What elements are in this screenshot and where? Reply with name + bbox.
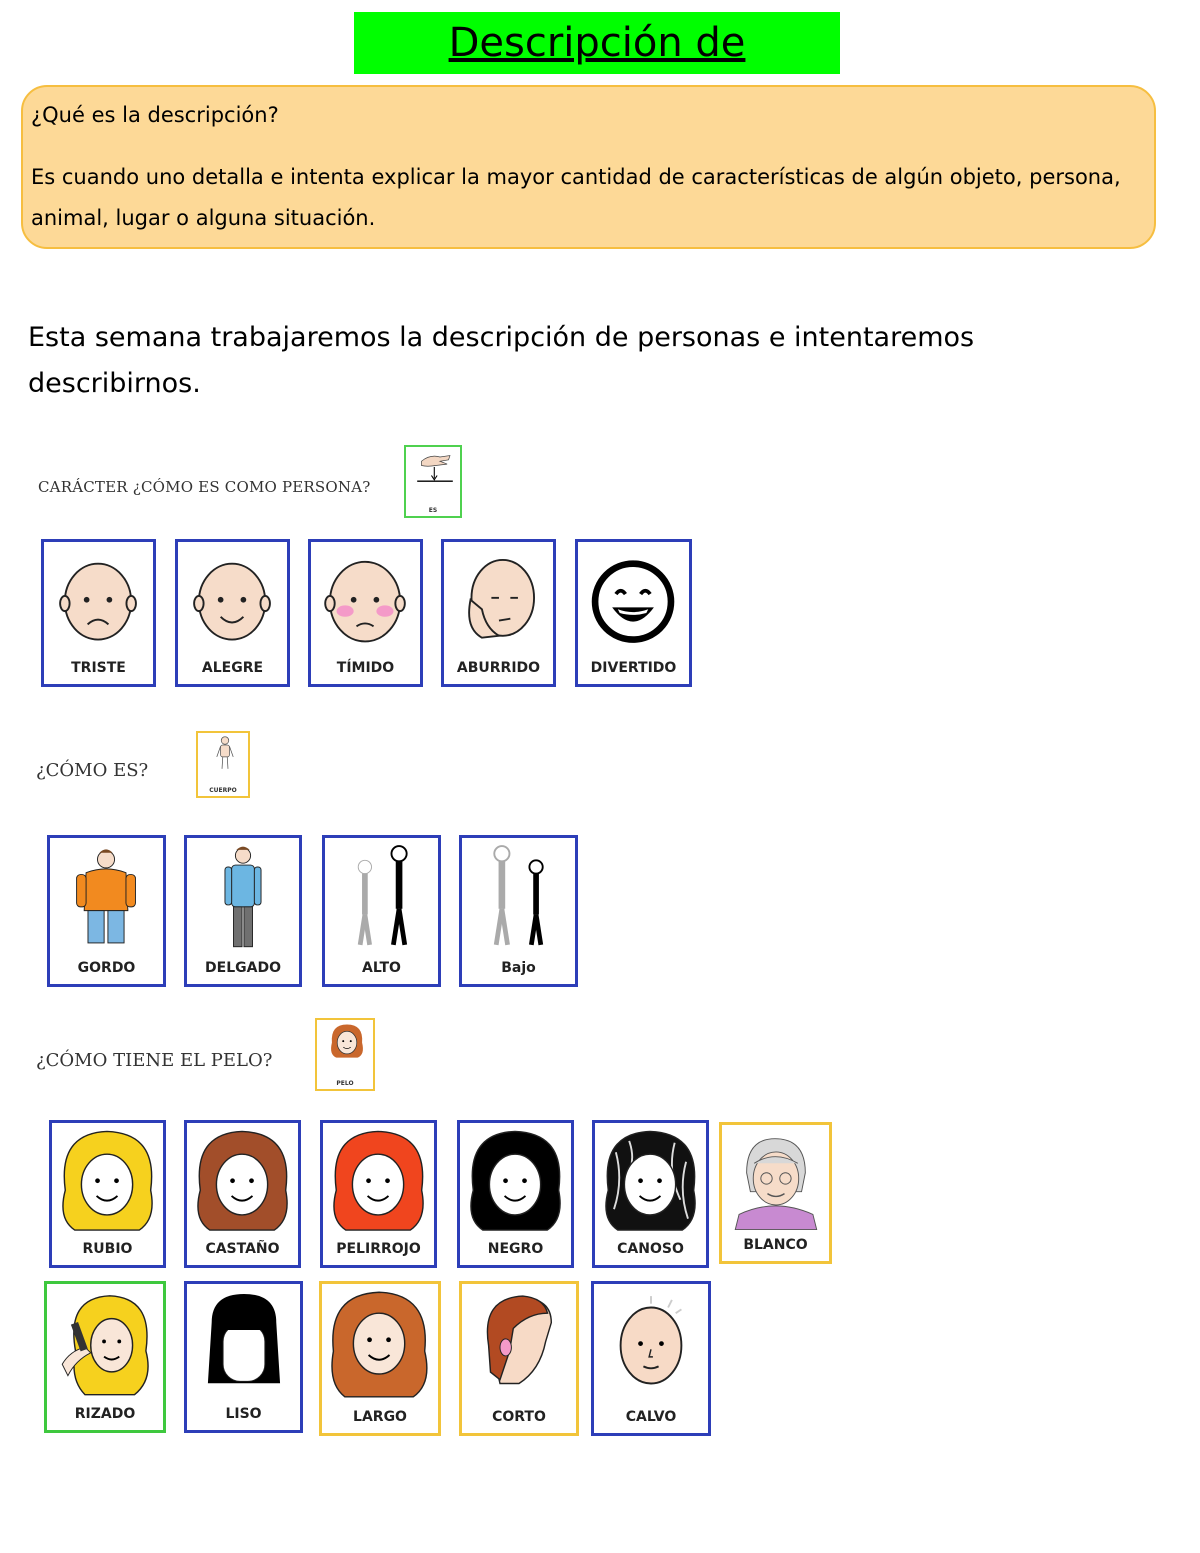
definition-question: ¿Qué es la descripción? <box>31 103 279 127</box>
pelo-heading: ¿CÓMO TIENE EL PELO? <box>36 1050 273 1071</box>
intro-text: Esta semana trabajaremos la descripción de personas e intentaremos describirnos. <box>28 322 975 399</box>
page-title: Descripción de <box>354 12 840 74</box>
card-label: ABURRIDO <box>456 660 541 676</box>
white-hair-icon <box>722 1125 829 1234</box>
long-hair-icon <box>322 1284 438 1403</box>
black-hair-icon <box>460 1123 571 1237</box>
card-canoso <box>592 1120 709 1268</box>
body-symbol-icon <box>196 731 250 798</box>
card-label: LARGO <box>353 1409 407 1425</box>
card-label: CANOSO <box>617 1241 684 1257</box>
red-hair-icon <box>323 1123 434 1237</box>
card-negro <box>457 1120 574 1268</box>
card-label: RUBIO <box>82 1241 133 1257</box>
body-symbol-caption: CUERPO <box>209 787 237 794</box>
card-blanco <box>719 1122 832 1264</box>
short-hair-icon <box>462 1284 576 1403</box>
card-label: ALEGRE <box>201 660 264 676</box>
shy-face-icon <box>311 542 420 656</box>
es-symbol-icon <box>404 445 462 518</box>
es-symbol-caption: ES <box>428 507 438 514</box>
card-triste <box>41 539 156 687</box>
blonde-hair-icon <box>52 1123 163 1237</box>
card-label: NEGRO <box>487 1241 544 1257</box>
tall-person-icon <box>325 838 438 955</box>
cuerpo-heading: ¿CÓMO ES? <box>36 760 149 781</box>
hair-symbol-caption: PELO <box>336 1080 354 1087</box>
card-bajo <box>459 835 578 987</box>
card-castano <box>184 1120 301 1268</box>
sad-face-icon <box>44 542 153 656</box>
card-alegre <box>175 539 290 687</box>
card-label: PELIRROJO <box>336 1241 421 1257</box>
hair-symbol-icon <box>315 1018 375 1091</box>
card-divertido <box>575 539 692 687</box>
card-corto <box>459 1281 579 1436</box>
card-label: DIVERTIDO <box>590 660 677 676</box>
laughing-face-icon <box>578 542 689 656</box>
short-person-icon <box>462 838 575 955</box>
card-label: DELGADO <box>205 960 281 976</box>
card-label: CASTAÑO <box>205 1241 280 1257</box>
curly-hair-icon <box>47 1284 163 1401</box>
definition-box <box>21 85 1156 249</box>
brown-hair-icon <box>187 1123 298 1237</box>
card-aburrido <box>441 539 556 687</box>
straight-hair-icon <box>187 1284 300 1401</box>
card-gordo <box>47 835 166 987</box>
card-label: CALVO <box>625 1409 677 1425</box>
grey-hair-icon <box>595 1123 706 1237</box>
card-calvo <box>591 1281 711 1436</box>
card-label: LISO <box>225 1406 262 1422</box>
happy-face-icon <box>178 542 287 656</box>
card-label: BLANCO <box>743 1237 808 1253</box>
card-delgado <box>184 835 302 987</box>
card-pelirrojo <box>320 1120 437 1268</box>
card-label: GORDO <box>77 960 136 976</box>
card-label: TÍMIDO <box>336 660 395 676</box>
card-alto <box>322 835 441 987</box>
card-label: TRISTE <box>71 660 126 676</box>
bald-head-icon <box>594 1284 708 1403</box>
fat-person-icon <box>50 838 163 955</box>
card-liso <box>184 1281 303 1433</box>
definition-answer: Es cuando uno detalla e intenta explicar la mayor cantidad de características de algún objeto, persona, animal, lugar o alguna situación. <box>31 165 1121 230</box>
card-rubio <box>49 1120 166 1268</box>
thin-person-icon <box>187 838 299 955</box>
caracter-heading: CARÁCTER ¿CÓMO ES COMO PERSONA? <box>38 478 371 496</box>
bored-face-icon <box>444 542 553 656</box>
card-label: ALTO <box>362 960 401 976</box>
card-largo <box>319 1281 441 1436</box>
card-label: Bajo <box>501 960 536 976</box>
card-timido <box>308 539 423 687</box>
card-label: RIZADO <box>74 1406 136 1422</box>
card-label: CORTO <box>492 1409 546 1425</box>
card-rizado <box>44 1281 166 1433</box>
